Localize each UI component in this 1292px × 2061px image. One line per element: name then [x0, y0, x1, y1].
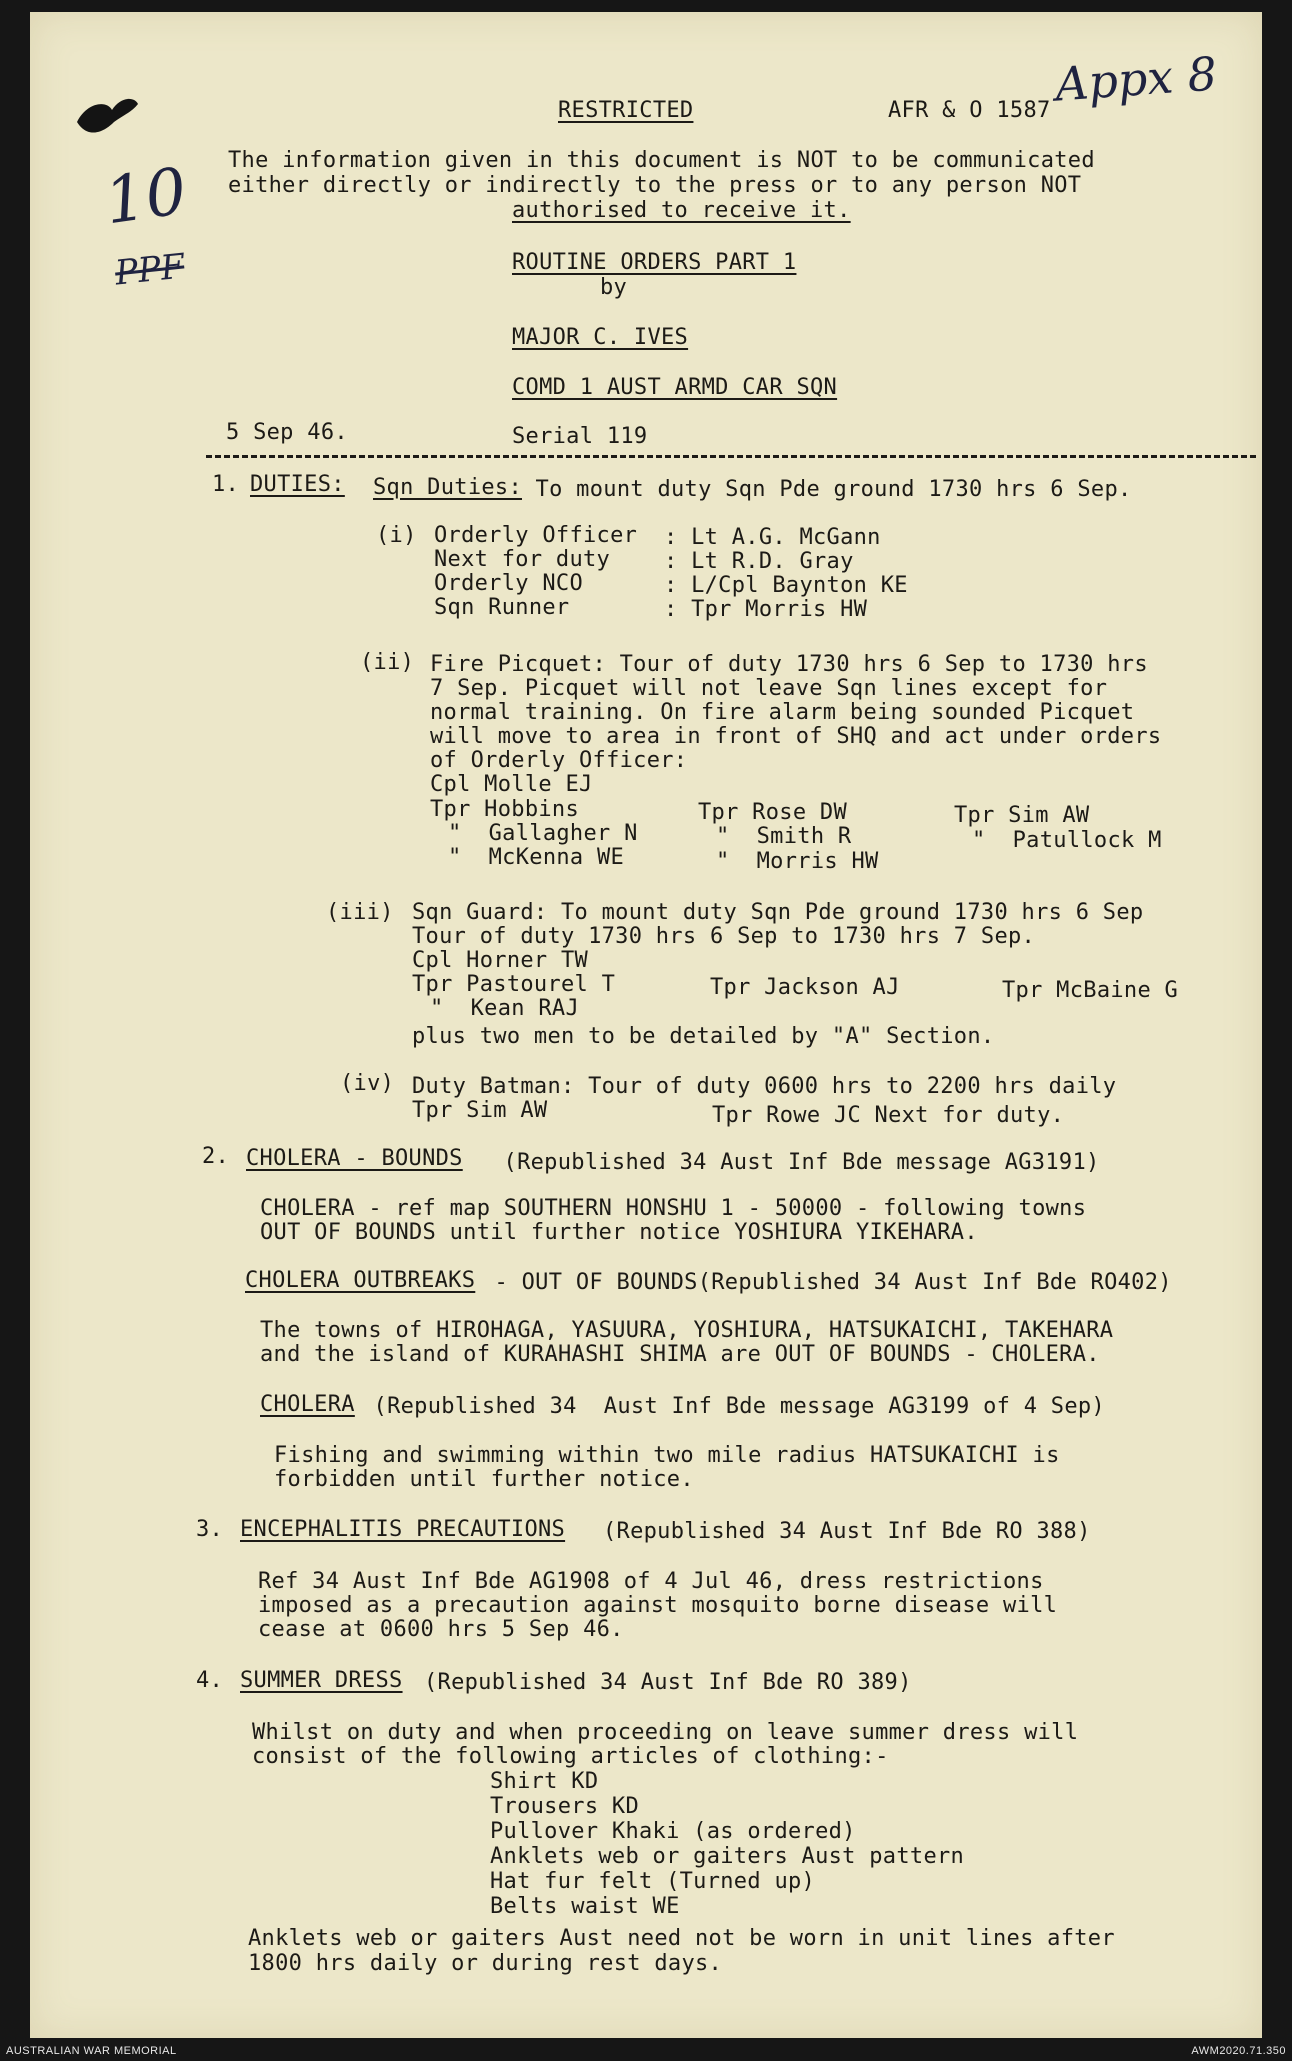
roster-role: Orderly NCO	[434, 571, 583, 596]
section-number: 1.	[212, 472, 240, 497]
paragraph-line: The towns of HIROHAGA, YASUURA, YOSHIURA, HATSUKAICHI, TAKEHARA	[260, 1318, 1114, 1343]
personnel-name: Tpr Rose DW	[698, 800, 847, 825]
list-item: Hat fur felt (Turned up)	[490, 1869, 816, 1894]
personnel-name: Cpl Molle EJ	[430, 772, 593, 797]
paragraph-line: normal training. On fire alarm being sounded Picquet	[430, 700, 1135, 725]
personnel-name: Tpr Hobbins	[430, 797, 579, 822]
paragraph-line: CHOLERA - ref map SOUTHERN HONSHU 1 - 50000 - following towns	[260, 1196, 1087, 1221]
sub-heading: CHOLERA OUTBREAKS	[245, 1268, 476, 1293]
paragraph-line: plus two men to be detailed by "A" Section.	[412, 1024, 995, 1049]
paragraph-line: forbidden until further notice.	[274, 1467, 694, 1492]
list-item: Trousers KD	[490, 1794, 639, 1819]
sub-heading-tail: (Republished 34 Aust Inf Bde message AG3199 of 4 Sep)	[360, 1394, 1105, 1419]
personnel-name: Tpr Sim AW	[412, 1098, 548, 1123]
classification: RESTRICTED	[558, 98, 694, 123]
paragraph-line: Duty Batman: Tour of duty 0600 hrs to 2200 hrs daily	[412, 1074, 1117, 1099]
ink-blot-icon	[72, 92, 142, 142]
sub-heading-tail: - OUT OF BOUNDS(Republished 34 Aust Inf Bde RO402)	[481, 1270, 1172, 1295]
item-number: (ii)	[360, 650, 415, 675]
paragraph-line: Sqn Guard: To mount duty Sqn Pde ground 1730 hrs 6 Sep	[412, 900, 1144, 925]
section-heading: ENCEPHALITIS PRECAUTIONS	[240, 1517, 566, 1542]
list-item: Shirt KD	[490, 1769, 599, 1794]
paragraph-line: of Orderly Officer:	[430, 748, 688, 773]
officer-name: MAJOR C. IVES	[512, 325, 689, 350]
paragraph-line: cease at 0600 hrs 5 Sep 46.	[258, 1617, 624, 1642]
appx-annotation: Appx 8	[1053, 46, 1219, 112]
paragraph-line: 7 Sep. Picquet will not leave Sqn lines except for	[430, 676, 1108, 701]
notice-line: authorised to receive it.	[512, 198, 851, 223]
paragraph-line: will move to area in front of SHQ and act under orders	[430, 724, 1162, 749]
roster-name: : Lt A.G. McGann	[664, 525, 881, 550]
paragraph-line: and the island of KURAHASHI SHIMA are OUT OF BOUNDS - CHOLERA.	[260, 1342, 1100, 1367]
document-date: 5 Sep 46.	[226, 420, 348, 445]
page-number-annotation: 10	[100, 154, 192, 240]
personnel-name: Tpr Jackson AJ	[710, 975, 900, 1000]
document-title: ROUTINE ORDERS PART 1	[512, 250, 797, 275]
personnel-name: " Kean RAJ	[430, 996, 579, 1021]
struck-annotation: PPF	[113, 246, 187, 294]
section-heading: SUMMER DRESS	[240, 1668, 403, 1693]
unit-name: COMD 1 AUST ARMD CAR SQN	[512, 375, 838, 400]
list-item: Belts waist WE	[490, 1894, 680, 1919]
personnel-name: Tpr Sim AW	[954, 803, 1090, 828]
section-number: 4.	[196, 1668, 224, 1693]
sub-heading: CHOLERA	[260, 1392, 355, 1417]
roster-role: Orderly Officer	[434, 523, 638, 548]
personnel-name: " Smith R	[716, 824, 852, 849]
notice-line: either directly or indirectly to the press or to any person NOT	[228, 173, 1082, 198]
by-line: by	[600, 275, 628, 300]
section-number: 2.	[202, 1144, 230, 1169]
paragraph-line: imposed as a precaution against mosquito borne disease will	[258, 1593, 1058, 1618]
divider	[206, 455, 1256, 458]
section-heading-tail: (Republished 34 Aust Inf Bde RO 389)	[424, 1670, 912, 1695]
roster-role: Next for duty	[434, 547, 611, 572]
personnel-name: Tpr McBaine G	[1002, 978, 1179, 1003]
list-item: Anklets web or gaiters Aust pattern	[490, 1844, 965, 1869]
section-heading: CHOLERA - BOUNDS	[246, 1146, 463, 1171]
list-item: Pullover Khaki (as ordered)	[490, 1819, 856, 1844]
roster-name: : Lt R.D. Gray	[664, 549, 854, 574]
archive-accession: AWM2020.71.350	[1191, 2045, 1286, 2057]
roster-name: : Tpr Morris HW	[664, 597, 868, 622]
personnel-name: " Gallagher N	[448, 821, 638, 846]
paragraph-line: Tour of duty 1730 hrs 6 Sep to 1730 hrs 7 Sep.	[412, 924, 1036, 949]
personnel-name: Tpr Pastourel T	[412, 972, 616, 997]
paragraph-line: consist of the following articles of clothing:-	[252, 1744, 889, 1769]
notice-line: The information given in this document is NOT to be communicated	[228, 148, 1095, 173]
sub-heading: Sqn Duties:	[373, 475, 522, 500]
item-number: (i)	[376, 523, 417, 548]
section-text: To mount duty Sqn Pde ground 1730 hrs 6 Sep.	[522, 477, 1132, 502]
paragraph-line: Anklets web or gaiters Aust need not be worn in unit lines after	[248, 1926, 1115, 1951]
serial-number: Serial 119	[512, 424, 648, 449]
personnel-name: Cpl Horner TW	[412, 948, 589, 973]
personnel-name: " McKenna WE	[448, 845, 625, 870]
paragraph-line: Fire Picquet: Tour of duty 1730 hrs 6 Sep to 1730 hrs	[430, 652, 1148, 677]
paragraph-line: 1800 hrs daily or during rest days.	[248, 1951, 723, 1976]
section-number: 3.	[196, 1517, 224, 1542]
roster-name: : L/Cpl Baynton KE	[664, 573, 908, 598]
paragraph-line: Fishing and swimming within two mile radius HATSUKAICHI is	[274, 1443, 1060, 1468]
reference-number: AFR & O 1587	[888, 98, 1051, 123]
section-heading-tail: (Republished 34 Aust Inf Bde message AG3191)	[490, 1150, 1100, 1175]
paragraph-line: OUT OF BOUNDS until further notice YOSHIURA YIKEHARA.	[260, 1220, 978, 1245]
section-heading: DUTIES:	[250, 472, 345, 497]
personnel-name: Tpr Rowe JC Next for duty.	[712, 1103, 1065, 1128]
roster-role: Sqn Runner	[434, 595, 570, 620]
archive-credit: AUSTRALIAN WAR MEMORIAL	[6, 2045, 177, 2057]
item-number: (iii)	[326, 900, 394, 925]
item-number: (iv)	[340, 1071, 395, 1096]
paragraph-line: Whilst on duty and when proceeding on leave summer dress will	[252, 1720, 1079, 1745]
personnel-name: " Patullock M	[972, 828, 1162, 853]
paragraph-line: Ref 34 Aust Inf Bde AG1908 of 4 Jul 46, dress restrictions	[258, 1569, 1044, 1594]
section-heading-tail: (Republished 34 Aust Inf Bde RO 388)	[603, 1519, 1091, 1544]
personnel-name: " Morris HW	[716, 849, 879, 874]
